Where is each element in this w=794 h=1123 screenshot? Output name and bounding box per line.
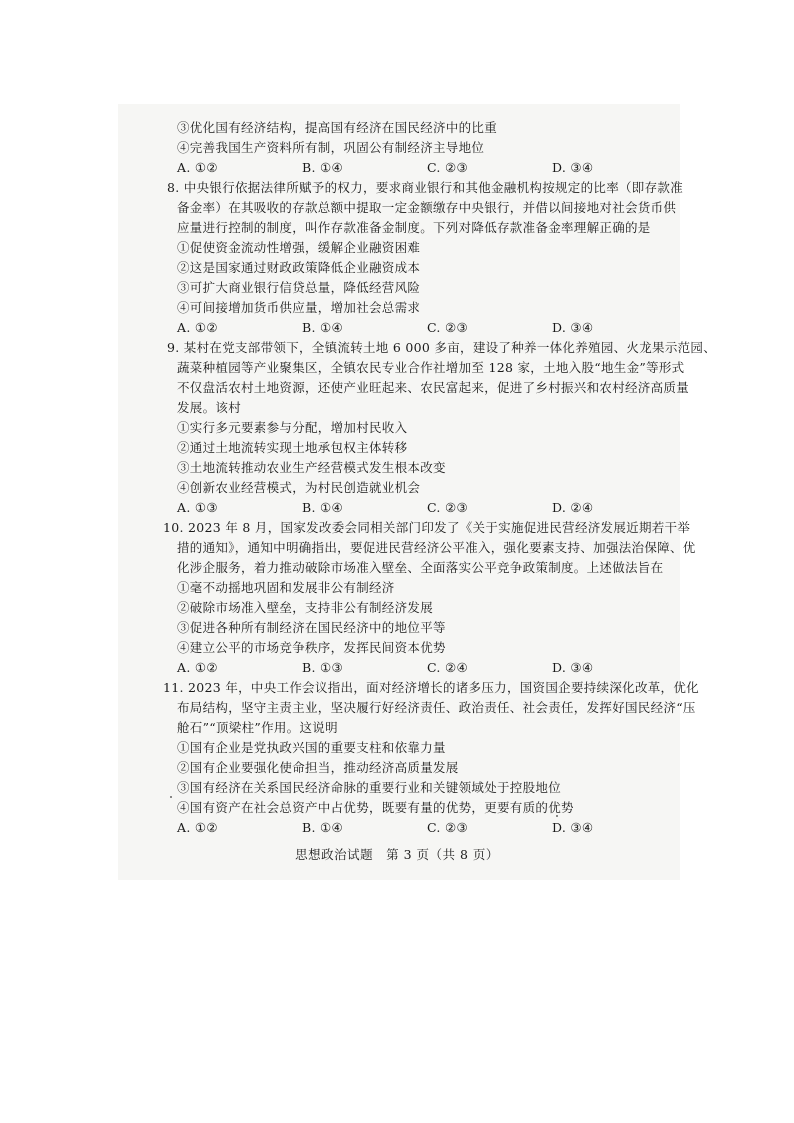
scan-speck (170, 796, 172, 798)
q9-choice-d: D. ②④ (552, 500, 594, 515)
q10-option-1: ①毫不动摇地巩固和发展非公有制经济 (177, 580, 395, 595)
q7-option-3: ③优化国有经济结构，提高国有经济在国民经济中的比重 (177, 120, 498, 135)
q11-stem-line-1: 11. 2023 年，中央工作会议指出，面对经济增长的诸多压力，国资国企要持续深化改革，优化 (163, 680, 699, 695)
q11-option-3: ③国有经济在关系国民经济命脉的重要行业和关键领域处于控股地位 (177, 780, 562, 795)
q7-choice-b: B. ①④ (302, 160, 344, 175)
q10-choice-b: B. ①③ (302, 660, 344, 675)
q11-option-2: ②国有企业要强化使命担当，推动经济高质量发展 (177, 760, 459, 775)
q7-choices (177, 158, 677, 178)
q9-choice-c: C. ②③ (427, 500, 468, 515)
q9-stem-line-3: 不仅盘活农村土地资源，还使产业旺起来、农民富起来，促进了乡村振兴和农村经济高质量 (177, 380, 690, 395)
q11-option-4: ④国有资产在社会总资产中占优势，既要有量的优势，更要有质的优势 (177, 800, 574, 815)
q8-choices (177, 318, 677, 338)
q8-stem-line-3: 应量进行控制的制度，叫作存款准备金制度。下列对降低存款准备金率理解正确的是 (177, 220, 651, 235)
q9-option-2: ②通过土地流转实现土地承包权主体转移 (177, 440, 408, 455)
q9-option-3: ③土地流转推动农业生产经营模式发生根本改变 (177, 460, 446, 475)
q11-stem-line-3: 舱石”“顶梁柱”作用。这说明 (177, 720, 338, 735)
q9-option-1: ①实行多元要素参与分配，增加村民收入 (177, 420, 408, 435)
q10-choices (177, 658, 677, 678)
q10-choice-a: A. ①② (177, 660, 218, 675)
q11-choices (177, 818, 677, 838)
q10-choice-c: C. ②④ (427, 660, 468, 675)
q8-option-3: ③可扩大商业银行信贷总量，降低经营风险 (177, 280, 421, 295)
q10-choice-d: D. ③④ (552, 660, 594, 675)
q11-choice-a: A. ①② (177, 820, 218, 835)
exam-content (163, 118, 717, 838)
q10-option-4: ④建立公平的市场竞争秩序，发挥民间资本优势 (177, 640, 446, 655)
q11-choice-b: B. ①④ (302, 820, 344, 835)
q9-choices (177, 498, 677, 518)
q8-choice-d: D. ③④ (552, 320, 594, 335)
q10-stem-line-3: 化涉企服务，着力推动破除市场准入壁垒、全面落实公平竞争政策制度。上述做法旨在 (177, 560, 664, 575)
q10-option-2: ②破除市场准入壁垒，支持非公有制经济发展 (177, 600, 434, 615)
q9-stem-line-2: 蔬菜种植园等产业聚集区，全镇农民专业合作社增加至 128 家，土地入股“地生金”等形式 (177, 360, 685, 375)
q8-choice-a: A. ①② (177, 320, 218, 335)
q7-choice-a: A. ①② (177, 160, 218, 175)
q8-option-4: ④可间接增加货币供应量，增加社会总需求 (177, 300, 421, 315)
q8-option-1: ①促使资金流动性增强，缓解企业融资困难 (177, 240, 421, 255)
page-footer: 思想政治试题 第 3 页（共 8 页） (295, 847, 499, 862)
q8-stem-line-2: 备金率）在其吸收的存款总额中提取一定金额缴存中央银行，并借以间接地对社会货币供 (177, 200, 677, 215)
q11-option-1: ①国有企业是党执政兴国的重要支柱和依靠力量 (177, 740, 446, 755)
q11-choice-c: C. ②③ (427, 820, 468, 835)
q9-stem-line-4: 发展。该村 (177, 400, 242, 415)
q8-stem-line-1: 8. 中央银行依据法律所赋予的权力，要求商业银行和其他金融机构按规定的比率（即存款准 (167, 180, 684, 195)
q8-option-2: ②这是国家通过财政政策降低企业融资成本 (177, 260, 421, 275)
q9-choice-a: A. ①③ (177, 500, 218, 515)
q7-choice-c: C. ②③ (427, 160, 468, 175)
q9-option-4: ④创新农业经营模式，为村民创造就业机会 (177, 480, 421, 495)
q7-option-4: ④完善我国生产资料所有制，巩固公有制经济主导地位 (177, 140, 485, 155)
q10-stem-line-2: 措的通知》，通知中明确指出，要促进民营经济公平准入，强化要素支持、加强法治保障、优 (177, 540, 696, 555)
q7-choice-d: D. ③④ (552, 160, 594, 175)
scan-speck (556, 815, 558, 817)
q11-choice-d: D. ③④ (552, 820, 594, 835)
q10-stem-line-1: 10. 2023 年 8 月，国家发改委会同相关部门印发了《关于实施促进民营经济发展近期若干举 (163, 520, 691, 535)
q9-stem-line-1: 9. 某村在党支部带领下，全镇流转土地 6 000 多亩，建设了种养一体化养殖园、火龙果示范园、 (167, 340, 717, 355)
q10-option-3: ③促进各种所有制经济在国民经济中的地位平等 (177, 620, 446, 635)
q8-choice-c: C. ②③ (427, 320, 468, 335)
q9-choice-b: B. ①④ (302, 500, 344, 515)
q8-choice-b: B. ①④ (302, 320, 344, 335)
q11-stem-line-2: 布局结构，坚守主责主业，坚决履行好经济责任、政治责任、社会责任，发挥好国民经济“压 (177, 700, 696, 715)
